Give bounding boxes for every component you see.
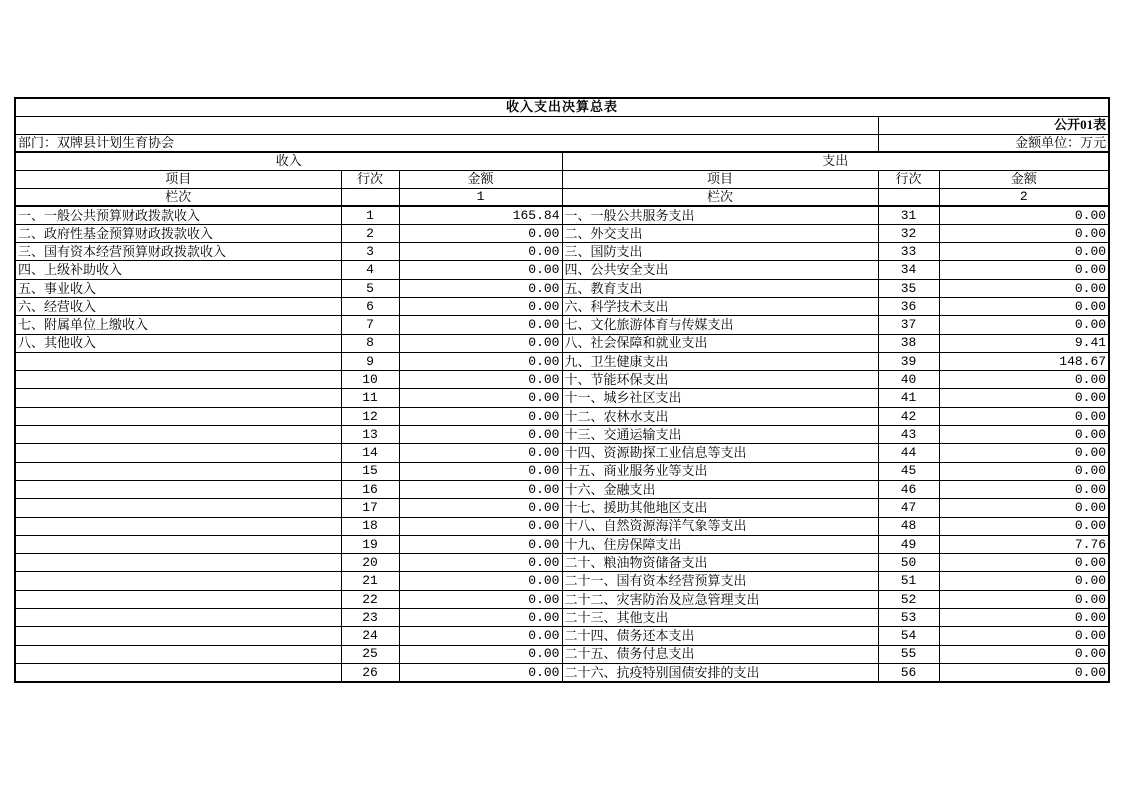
income-amount-cell: 0.00 — [399, 334, 562, 352]
expense-line-cell: 54 — [878, 627, 939, 645]
income-amount-cell: 0.00 — [399, 243, 562, 261]
income-line-cell: 9 — [341, 352, 399, 370]
expense-item-cell: 十六、金融支出 — [562, 480, 878, 498]
expense-item-cell: 十、节能环保支出 — [562, 371, 878, 389]
income-amount-cell: 0.00 — [399, 316, 562, 334]
income-amount-cell: 0.00 — [399, 554, 562, 572]
income-line-cell: 5 — [341, 279, 399, 297]
table-row — [15, 279, 1109, 297]
expense-amount-cell: 0.00 — [939, 590, 1109, 608]
table-row — [15, 480, 1109, 498]
income-item-cell — [15, 499, 341, 517]
table-row — [15, 261, 1109, 279]
expense-amount-cell: 0.00 — [939, 316, 1109, 334]
income-amount-cell: 0.00 — [399, 517, 562, 535]
income-line-cell: 21 — [341, 572, 399, 590]
income-col-header-amount: 金额 — [399, 170, 562, 188]
expense-item-cell: 十一、城乡社区支出 — [562, 389, 878, 407]
expense-item-cell: 三、国防支出 — [562, 243, 878, 261]
income-line-cell: 19 — [341, 535, 399, 553]
expense-line-cell: 53 — [878, 609, 939, 627]
income-line-cell: 3 — [341, 243, 399, 261]
expense-line-cell: 50 — [878, 554, 939, 572]
income-line-cell: 7 — [341, 316, 399, 334]
income-line-cell: 24 — [341, 627, 399, 645]
income-item-cell — [15, 480, 341, 498]
expense-item-cell: 十二、农林水支出 — [562, 407, 878, 425]
expense-amount-cell: 0.00 — [939, 371, 1109, 389]
expense-amount-cell: 0.00 — [939, 609, 1109, 627]
expense-item-cell: 二十四、债务还本支出 — [562, 627, 878, 645]
expense-amount-cell: 0.00 — [939, 517, 1109, 535]
income-item-cell — [15, 590, 341, 608]
income-amount-cell: 0.00 — [399, 499, 562, 517]
expense-item-cell: 十九、住房保障支出 — [562, 535, 878, 553]
income-amount-cell: 0.00 — [399, 352, 562, 370]
table-row — [15, 389, 1109, 407]
expense-item-cell: 五、教育支出 — [562, 279, 878, 297]
expense-item-cell: 二十三、其他支出 — [562, 609, 878, 627]
expense-col-header-amount: 金额 — [939, 170, 1109, 188]
expense-amount-cell: 148.67 — [939, 352, 1109, 370]
final-accounts-sheet — [14, 97, 1108, 683]
income-line-cell: 17 — [341, 499, 399, 517]
expense-section-header: 支出 — [562, 152, 1109, 170]
income-colindex-number: 1 — [399, 188, 562, 206]
income-line-cell: 1 — [341, 206, 399, 224]
income-item-cell — [15, 426, 341, 444]
table-row — [15, 663, 1109, 681]
expense-amount-cell: 0.00 — [939, 243, 1109, 261]
expense-line-cell: 39 — [878, 352, 939, 370]
income-line-cell: 18 — [341, 517, 399, 535]
amount-unit-label: 金额单位：万元 — [878, 134, 1109, 152]
expense-line-cell: 56 — [878, 663, 939, 681]
department-label: 部门：双牌县计划生育协会 — [15, 134, 878, 152]
expense-item-cell: 十五、商业服务业等支出 — [562, 462, 878, 480]
table-row — [15, 627, 1109, 645]
income-line-cell: 22 — [341, 590, 399, 608]
expense-colindex-label: 栏次 — [562, 188, 878, 206]
table-row — [15, 517, 1109, 535]
income-amount-cell: 0.00 — [399, 535, 562, 553]
expense-amount-cell: 7.76 — [939, 535, 1109, 553]
income-line-cell: 2 — [341, 224, 399, 242]
expense-amount-cell: 0.00 — [939, 279, 1109, 297]
income-item-cell — [15, 389, 341, 407]
expense-line-cell: 55 — [878, 645, 939, 663]
table-row — [15, 243, 1109, 261]
income-item-cell: 一、一般公共预算财政拨款收入 — [15, 206, 341, 224]
expense-line-cell: 43 — [878, 426, 939, 444]
income-amount-cell: 0.00 — [399, 645, 562, 663]
expense-amount-cell: 0.00 — [939, 297, 1109, 315]
expense-line-cell: 48 — [878, 517, 939, 535]
expense-item-cell: 二、外交支出 — [562, 224, 878, 242]
table-row — [15, 572, 1109, 590]
expense-item-cell: 二十二、灾害防治及应急管理支出 — [562, 590, 878, 608]
income-line-cell: 14 — [341, 444, 399, 462]
expense-col-header-line: 行次 — [878, 170, 939, 188]
income-line-cell: 12 — [341, 407, 399, 425]
expense-colindex-number: 2 — [939, 188, 1109, 206]
income-line-cell: 10 — [341, 371, 399, 389]
expense-item-cell: 七、文化旅游体育与传媒支出 — [562, 316, 878, 334]
expense-amount-cell: 0.00 — [939, 224, 1109, 242]
income-item-cell — [15, 609, 341, 627]
expense-line-cell: 52 — [878, 590, 939, 608]
table-row — [15, 426, 1109, 444]
expense-line-cell: 34 — [878, 261, 939, 279]
table-row — [15, 407, 1109, 425]
income-line-cell: 15 — [341, 462, 399, 480]
income-line-cell: 8 — [341, 334, 399, 352]
expense-amount-cell: 0.00 — [939, 389, 1109, 407]
expense-amount-cell: 0.00 — [939, 444, 1109, 462]
income-line-cell: 26 — [341, 663, 399, 681]
income-item-cell: 八、其他收入 — [15, 334, 341, 352]
table-row — [15, 462, 1109, 480]
expense-item-cell: 一、一般公共服务支出 — [562, 206, 878, 224]
expense-amount-cell: 0.00 — [939, 480, 1109, 498]
income-amount-cell: 0.00 — [399, 407, 562, 425]
expense-line-cell: 33 — [878, 243, 939, 261]
income-line-cell: 13 — [341, 426, 399, 444]
table-row — [15, 590, 1109, 608]
table-row — [15, 499, 1109, 517]
income-expense-summary-table — [14, 97, 1110, 683]
income-amount-cell: 0.00 — [399, 590, 562, 608]
expense-line-cell: 32 — [878, 224, 939, 242]
income-amount-cell: 0.00 — [399, 627, 562, 645]
expense-line-cell: 49 — [878, 535, 939, 553]
table-row — [15, 371, 1109, 389]
expense-amount-cell: 0.00 — [939, 645, 1109, 663]
table-row — [15, 206, 1109, 224]
expense-col-header-item: 项目 — [562, 170, 878, 188]
income-amount-cell: 0.00 — [399, 609, 562, 627]
expense-amount-cell: 0.00 — [939, 499, 1109, 517]
expense-amount-cell: 0.00 — [939, 462, 1109, 480]
income-line-cell: 6 — [341, 297, 399, 315]
expense-item-cell: 十三、交通运输支出 — [562, 426, 878, 444]
expense-amount-cell: 0.00 — [939, 572, 1109, 590]
income-col-header-line: 行次 — [341, 170, 399, 188]
page-title: 收入支出决算总表 — [15, 98, 1109, 116]
expense-line-cell: 42 — [878, 407, 939, 425]
table-row — [15, 352, 1109, 370]
table-row — [15, 297, 1109, 315]
expense-amount-cell: 0.00 — [939, 206, 1109, 224]
income-item-cell — [15, 535, 341, 553]
expense-item-cell: 四、公共安全支出 — [562, 261, 878, 279]
header-spacer-cell — [15, 116, 878, 134]
income-amount-cell: 0.00 — [399, 663, 562, 681]
expense-amount-cell: 9.41 — [939, 334, 1109, 352]
income-colindex-label: 栏次 — [15, 188, 341, 206]
expense-line-cell: 47 — [878, 499, 939, 517]
income-item-cell: 三、国有资本经营预算财政拨款收入 — [15, 243, 341, 261]
income-item-cell: 六、经营收入 — [15, 297, 341, 315]
form-number-label: 公开01表 — [878, 116, 1109, 134]
income-item-cell — [15, 407, 341, 425]
income-item-cell — [15, 572, 341, 590]
income-item-cell — [15, 663, 341, 681]
income-section-header: 收入 — [15, 152, 562, 170]
income-line-cell: 23 — [341, 609, 399, 627]
income-amount-cell: 0.00 — [399, 261, 562, 279]
income-item-cell — [15, 444, 341, 462]
expense-line-cell: 51 — [878, 572, 939, 590]
expense-line-cell: 45 — [878, 462, 939, 480]
table-row — [15, 645, 1109, 663]
income-item-cell — [15, 645, 341, 663]
expense-amount-cell: 0.00 — [939, 407, 1109, 425]
table-row — [15, 334, 1109, 352]
income-item-cell — [15, 371, 341, 389]
expense-line-cell: 38 — [878, 334, 939, 352]
expense-item-cell: 九、卫生健康支出 — [562, 352, 878, 370]
expense-item-cell: 十七、援助其他地区支出 — [562, 499, 878, 517]
income-item-cell: 二、政府性基金预算财政拨款收入 — [15, 224, 341, 242]
income-item-cell — [15, 462, 341, 480]
expense-line-cell: 46 — [878, 480, 939, 498]
table-row — [15, 316, 1109, 334]
expense-item-cell: 六、科学技术支出 — [562, 297, 878, 315]
expense-line-cell: 35 — [878, 279, 939, 297]
expense-line-cell: 37 — [878, 316, 939, 334]
expense-item-cell: 二十一、国有资本经营预算支出 — [562, 572, 878, 590]
expense-item-cell: 十八、自然资源海洋气象等支出 — [562, 517, 878, 535]
expense-amount-cell: 0.00 — [939, 627, 1109, 645]
income-line-cell: 20 — [341, 554, 399, 572]
income-amount-cell: 0.00 — [399, 389, 562, 407]
income-amount-cell: 0.00 — [399, 444, 562, 462]
income-amount-cell: 0.00 — [399, 224, 562, 242]
income-item-cell: 七、附属单位上缴收入 — [15, 316, 341, 334]
income-line-cell: 16 — [341, 480, 399, 498]
income-line-cell: 11 — [341, 389, 399, 407]
income-item-cell — [15, 517, 341, 535]
table-row — [15, 609, 1109, 627]
table-row — [15, 224, 1109, 242]
income-line-cell: 4 — [341, 261, 399, 279]
expense-line-cell: 44 — [878, 444, 939, 462]
expense-line-cell: 36 — [878, 297, 939, 315]
income-amount-cell: 0.00 — [399, 480, 562, 498]
income-amount-cell: 0.00 — [399, 371, 562, 389]
expense-amount-cell: 0.00 — [939, 554, 1109, 572]
income-amount-cell: 0.00 — [399, 572, 562, 590]
income-amount-cell: 0.00 — [399, 279, 562, 297]
table-row — [15, 444, 1109, 462]
table-row — [15, 554, 1109, 572]
income-col-header-item: 项目 — [15, 170, 341, 188]
income-amount-cell: 0.00 — [399, 462, 562, 480]
income-amount-cell: 0.00 — [399, 297, 562, 315]
expense-item-cell: 二十、粮油物资储备支出 — [562, 554, 878, 572]
income-item-cell: 五、事业收入 — [15, 279, 341, 297]
income-item-cell — [15, 627, 341, 645]
income-amount-cell: 0.00 — [399, 426, 562, 444]
expense-amount-cell: 0.00 — [939, 261, 1109, 279]
expense-amount-cell: 0.00 — [939, 426, 1109, 444]
expense-amount-cell: 0.00 — [939, 663, 1109, 681]
income-colindex-line-blank — [341, 188, 399, 206]
income-item-cell — [15, 554, 341, 572]
income-item-cell — [15, 352, 341, 370]
table-row — [15, 535, 1109, 553]
expense-item-cell: 八、社会保障和就业支出 — [562, 334, 878, 352]
income-amount-cell: 165.84 — [399, 206, 562, 224]
expense-line-cell: 31 — [878, 206, 939, 224]
expense-item-cell: 十四、资源勘探工业信息等支出 — [562, 444, 878, 462]
expense-item-cell: 二十六、抗疫特别国债安排的支出 — [562, 663, 878, 681]
expense-colindex-line-blank — [878, 188, 939, 206]
income-line-cell: 25 — [341, 645, 399, 663]
expense-item-cell: 二十五、债务付息支出 — [562, 645, 878, 663]
income-item-cell: 四、上级补助收入 — [15, 261, 341, 279]
expense-line-cell: 41 — [878, 389, 939, 407]
expense-line-cell: 40 — [878, 371, 939, 389]
